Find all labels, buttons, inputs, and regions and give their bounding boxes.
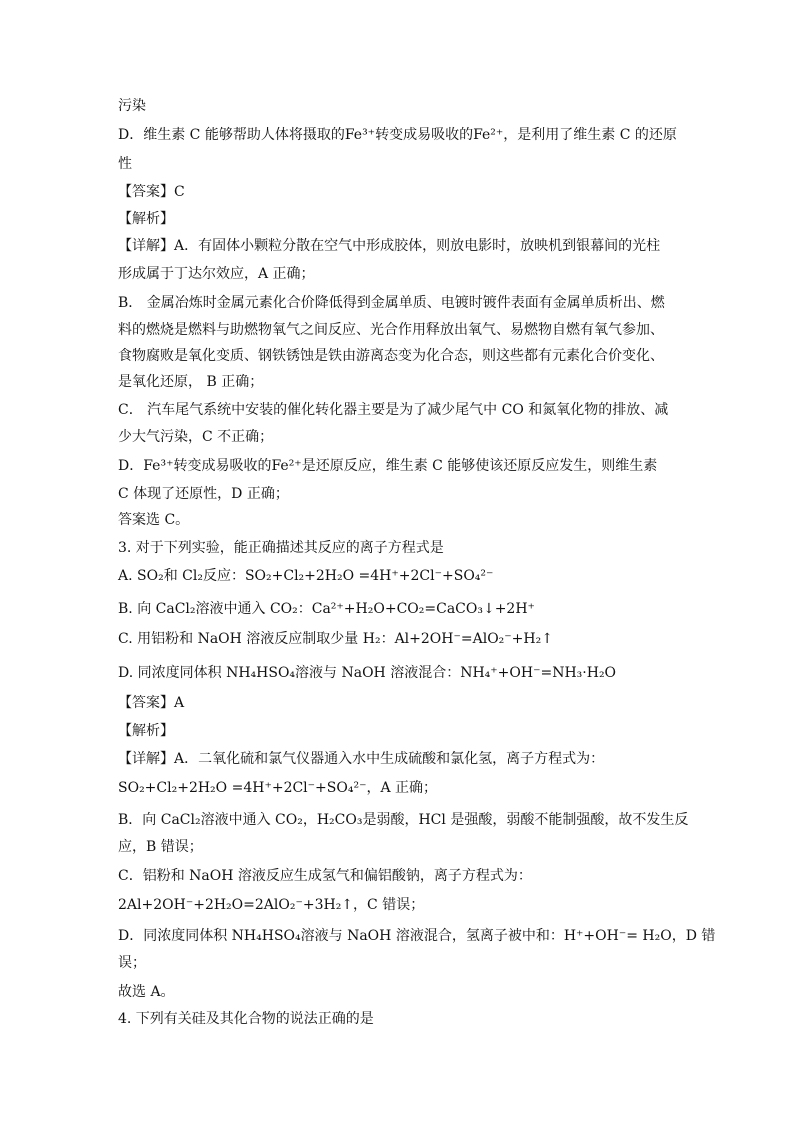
text-line: 料的燃烧是燃料与助燃物氧气之间反应、光合作用释放出氧气、易燃物自燃有氧气参加、 — [118, 322, 664, 338]
analysis-label: 【解析】 — [118, 211, 174, 227]
text-line: C 体现了还原性，D 正确； — [118, 486, 289, 502]
text-line: B． 金属冶炼时金属元素化合价降低得到金属单质、电镀时镀件表面有金属单质析出、燃 — [118, 295, 665, 311]
text-line: 【详解】A．有固体小颗粒分散在空气中形成胶体，则放电影时，放映机到银幕间的光柱 — [118, 238, 661, 254]
text-line: 应，B 错误； — [118, 839, 203, 855]
option-a: A. SO₂和 Cl₂反应：SO₂+Cl₂+2H₂O =4H⁺+2Cl⁻+SO₄²⁻ — [118, 568, 494, 584]
text-line: B．向 CaCl₂溶液中通入 CO₂，H₂CO₃是弱酸，HCl 是强酸，弱酸不能制强酸，故不发生反 — [118, 812, 689, 828]
text-line: 食物腐败是氧化变质、钢铁锈蚀是铁由游离态变为化合态，则这些都有元素化合价变化、 — [118, 348, 664, 364]
answer-label: 【答案】C — [118, 184, 185, 200]
answer-label: 【答案】A — [118, 695, 185, 711]
option-c: C. 用铝粉和 NaOH 溶液反应制取少量 H₂：Al+2OH⁻=AlO₂⁻+H₂↑ — [118, 631, 553, 647]
text-line: 答案选 C。 — [118, 512, 190, 528]
question-3-stem: 3. 对于下列实验，能正确描述其反应的离子方程式是 — [118, 540, 444, 556]
text-line: 形成属于丁达尔效应，A 正确； — [118, 266, 315, 282]
question-4-stem: 4. 下列有关硅及其化合物的说法正确的是 — [118, 1011, 374, 1027]
text-line: D．Fe³⁺转变成易吸收的Fe²⁺是还原反应，维生素 C 能够使该还原反应发生，则维生素 — [118, 458, 658, 474]
text-line: 是氧化还原， B 正确； — [118, 374, 264, 390]
text-line: 误； — [118, 955, 146, 971]
text-line: 【详解】A．二氧化硫和氯气仪器通入水中生成硫酸和氯化氢，离子方程式为： — [118, 751, 605, 767]
text-line: D．维生素 C 能够帮助人体将摄取的Fe³⁺转变成易吸收的Fe²⁺，是利用了维生素 C 的还原 — [118, 127, 677, 143]
analysis-label: 【解析】 — [118, 723, 174, 739]
option-b: B. 向 CaCl₂溶液中通入 CO₂：Ca²⁺+H₂O+CO₂=CaCO₃↓+2H⁺ — [118, 601, 535, 617]
text-line: 故选 A。 — [118, 984, 175, 1000]
text-line: D．同浓度同体积 NH₄HSO₄溶液与 NaOH 溶液混合，氢离子被中和：H⁺+OH⁻= H₂O，D 错 — [118, 928, 716, 944]
option-d: D. 同浓度同体积 NH₄HSO₄溶液与 NaOH 溶液混合：NH₄⁺+OH⁻=NH₃·H₂O — [118, 665, 617, 681]
text-line: C．铝粉和 NaOH 溶液反应生成氢气和偏铝酸钠，离子方程式为： — [118, 868, 532, 884]
equation-line: SO₂+Cl₂+2H₂O =4H⁺+2Cl⁻+SO₄²⁻，A 正确； — [118, 780, 438, 796]
text-line: 性 — [118, 156, 132, 172]
text-line: 少大气污染，C 不正确； — [118, 429, 274, 445]
text-line: 污染 — [118, 98, 146, 114]
equation-line: 2Al+2OH⁻+2H₂O=2AlO₂⁻+3H₂↑，C 错误； — [118, 897, 425, 913]
text-line: C． 汽车尾气系统中安装的催化转化器主要是为了减少尾气中 CO 和氮氧化物的排放、减 — [118, 402, 669, 418]
